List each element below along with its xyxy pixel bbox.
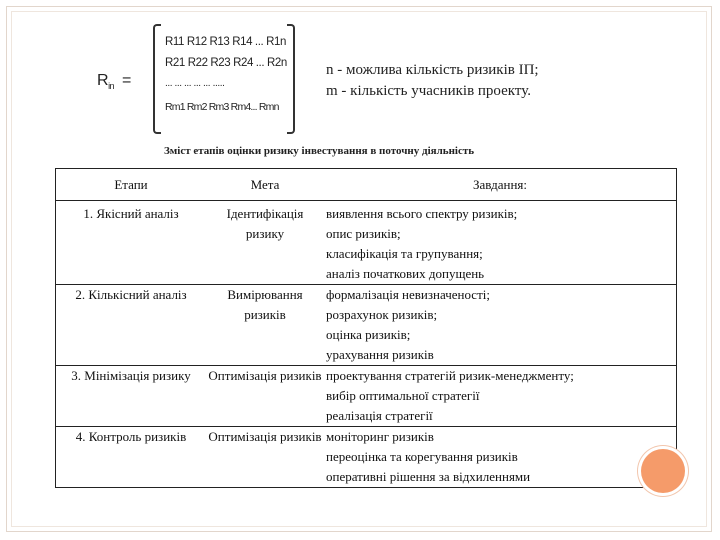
goal-cell: Вимірювання ризиків xyxy=(206,285,324,366)
table-header-row xyxy=(56,169,677,201)
table-row xyxy=(56,427,677,488)
stage-cell: 4. Контроль ризиків xyxy=(75,429,187,444)
goal-cell: Оптимізація ризиків xyxy=(208,429,322,444)
tasks-cell xyxy=(324,427,677,488)
task-item: розрахунок ризиків; xyxy=(326,307,438,322)
task-item: моніторинг ризиків xyxy=(326,429,434,444)
task-item: оперативні рішення за відхиленнями xyxy=(326,469,531,484)
matrix-row: R21 R22 R23 R24 ... R2n xyxy=(165,57,287,69)
matrix-right-bracket xyxy=(287,24,295,134)
matrix-row: Rm1 Rm2 Rm3 Rm4... Rmn xyxy=(165,101,279,113)
task-item: оцінка ризиків; xyxy=(326,327,411,342)
note-n: n - можлива кількість ризиків ІП; xyxy=(326,62,539,78)
goal-cell: Ідентифікація ризику xyxy=(206,201,324,285)
task-item: класифікація та групування; xyxy=(326,246,483,261)
table-caption: Зміст етапів оцінки ризику інвестування в поточну діяльність xyxy=(164,145,475,157)
task-item: урахування ризиків xyxy=(326,347,434,362)
stage-cell: 2. Кількісний аналіз xyxy=(56,285,207,366)
header-tasks: Завдання: xyxy=(324,169,677,201)
formula-equals: = xyxy=(121,72,131,89)
task-item: аналіз початкових допущень xyxy=(326,266,485,281)
task-item: опис ризиків; xyxy=(326,226,401,241)
risk-matrix xyxy=(153,24,295,134)
task-item: переоцінка та корегування ризиків xyxy=(326,449,518,464)
task-item: виявлення всього спектру ризиків; xyxy=(326,206,518,221)
table-row xyxy=(56,285,677,366)
task-item: реалізація стратегії xyxy=(326,408,433,423)
formula-symbol: R xyxy=(97,72,109,89)
stage-cell: 1. Якісний аналіз xyxy=(56,201,207,285)
risk-stages-table xyxy=(55,168,677,488)
matrix-row: R11 R12 R13 R14 ... R1n xyxy=(165,36,286,48)
tasks-cell xyxy=(324,366,677,427)
table-row xyxy=(56,366,677,427)
tasks-cell xyxy=(324,201,677,285)
task-item: вибір оптимальної стратегії xyxy=(326,388,480,403)
task-item: проектування стратегій ризик-менеджменту; xyxy=(326,368,574,383)
matrix-row: ... ... ... ... ... ..... xyxy=(165,78,225,89)
task-item: формалізація невизначеності; xyxy=(326,287,490,302)
note-m: m - кількість учасників проекту. xyxy=(326,83,531,99)
formula-subscript: in xyxy=(108,81,115,92)
decorative-circle xyxy=(641,449,685,493)
stage-cell: 3. Мінімізація ризику xyxy=(56,366,207,427)
goal-cell: Оптимізація ризиків xyxy=(206,366,324,427)
header-stages: Етапи xyxy=(56,169,207,201)
formula-lhs xyxy=(97,72,131,91)
matrix-left-bracket xyxy=(153,24,161,134)
table-row xyxy=(56,201,677,285)
header-goal: Мета xyxy=(206,169,324,201)
tasks-cell xyxy=(324,285,677,366)
